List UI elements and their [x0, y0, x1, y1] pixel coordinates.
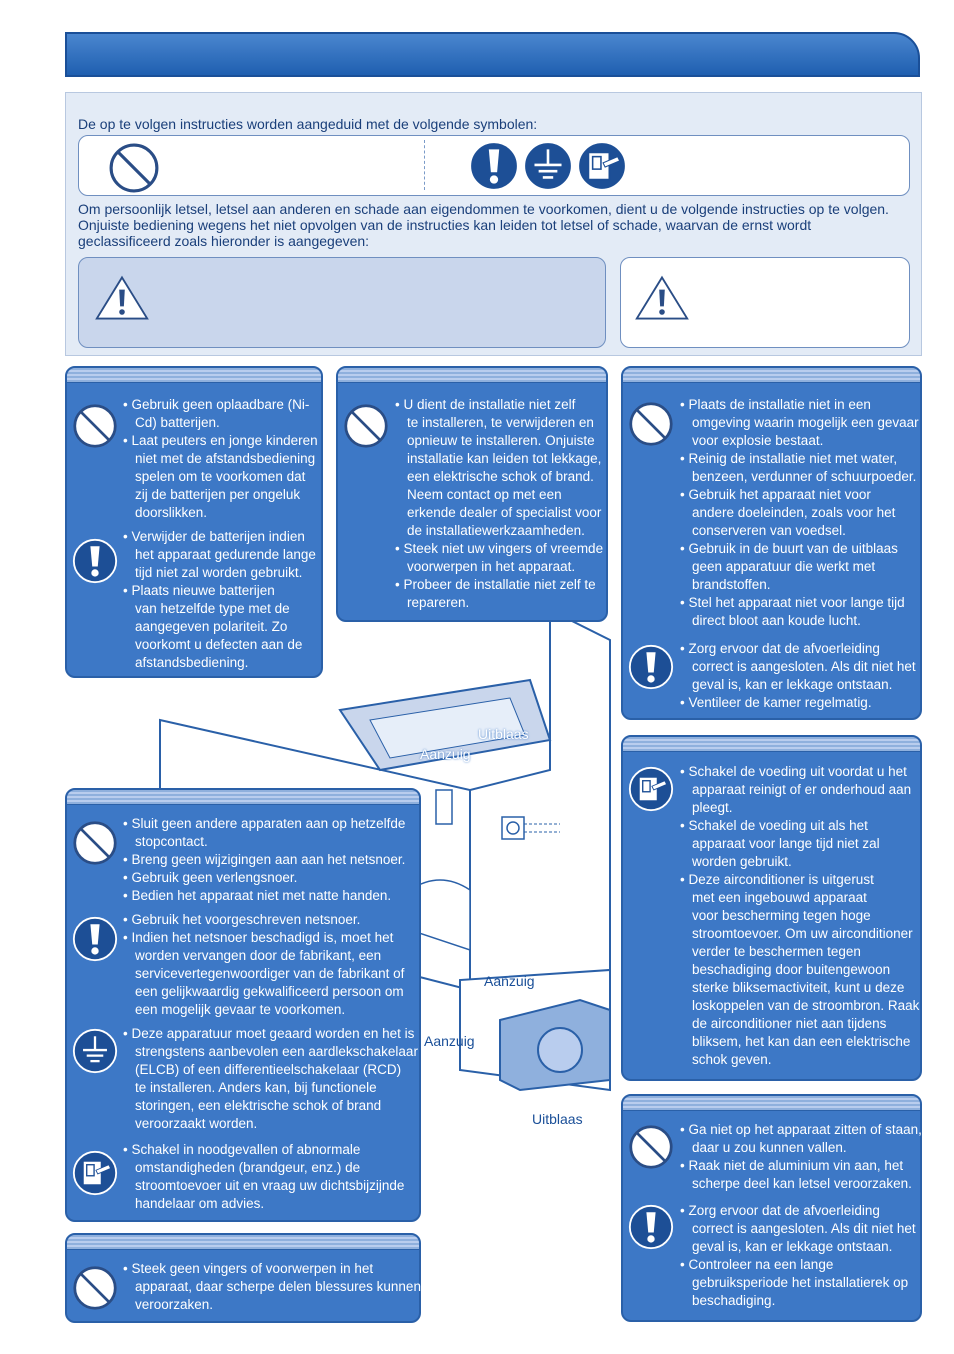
- remote-prohibit-text: [123, 396, 318, 522]
- line: apparaat voor lange tijd niet zal: [692, 836, 880, 851]
- must-icon: [72, 916, 118, 962]
- line: tijd niet zal worden gebruikt.: [135, 565, 303, 580]
- label-uitblaas-indoor: Uitblaas: [478, 726, 529, 742]
- line: strengstens aanbevolen een aardlekschakelaar: [135, 1044, 418, 1059]
- line: erkende dealer of specialist voor: [407, 505, 602, 520]
- installation-prohibit-text: [395, 396, 603, 612]
- switch-off-icon: [628, 766, 674, 812]
- line: • Sluit geen andere apparaten aan op hetzelfde: [123, 816, 406, 831]
- line: stroomtoevoer uit en vraag uw dichtsbijzijnde: [135, 1178, 405, 1193]
- line: veroorzaakt worden.: [135, 1116, 258, 1131]
- line: voorwerpen in het apparaat.: [407, 559, 576, 574]
- label-aanzuig-outdoor-top: Aanzuig: [484, 973, 535, 989]
- line: met een ingebouwd apparaat: [692, 890, 867, 905]
- line: brandstoffen.: [692, 577, 771, 592]
- must-icon: [468, 140, 520, 192]
- line: veroorzaken.: [135, 1297, 214, 1312]
- power-must-text: [123, 911, 404, 1019]
- line: (ELCB) of een differentieelschakelaar (RCD): [135, 1062, 402, 1077]
- warning-box: [78, 257, 606, 348]
- switch-off-icon: [576, 140, 628, 192]
- line: opnieuw te installeren. Onjuiste: [407, 433, 595, 448]
- line: verder te beschermen tegen: [692, 944, 861, 959]
- power-right-switch-text: [680, 763, 919, 1069]
- power-prohibit-text: [123, 815, 405, 905]
- line: repareren.: [407, 595, 470, 610]
- line: • Gebruik het apparaat niet voor: [680, 487, 871, 502]
- line: Cd) batterijen.: [135, 415, 220, 430]
- line: stopcontact.: [135, 834, 208, 849]
- line: • Deze airconditioner is uitgerust: [680, 872, 874, 887]
- line: te installeren, te verwijderen en: [407, 415, 594, 430]
- intro-paragraph-line-1: Om persoonlijk letsel, letsel aan anderen en schade aan eigendommen te voorkomen, dient u de volgende instructies op te volgen.: [78, 201, 889, 217]
- line: daar u zou kunnen vallen.: [692, 1140, 847, 1155]
- line: sterke bliksemactiviteit, kunt u deze: [692, 980, 905, 995]
- line: een elektrische schok of brand.: [407, 469, 594, 484]
- line: • Schakel de voeding uit voordat u het: [680, 764, 907, 779]
- line: correct is aangesloten. Als dit niet het: [692, 659, 916, 674]
- line: • Ga niet op het apparaat zitten of staan,: [680, 1122, 922, 1137]
- indoor-prohibit-text: [680, 396, 919, 630]
- label-aanzuig-outdoor-left: Aanzuig: [424, 1033, 475, 1049]
- outdoor-left-prohibit-text: [123, 1260, 421, 1314]
- prohibit-icon: [343, 403, 389, 449]
- power-ground-text: [123, 1025, 418, 1133]
- line: • Stel het apparaat niet voor lange tijd: [680, 595, 905, 610]
- line: stroomtoevoer. Om uw airconditioner: [692, 926, 913, 941]
- line: voor explosie bestaat.: [692, 433, 824, 448]
- line: te installeren. Anders kan, bij functionele: [135, 1080, 377, 1095]
- line: • Raak niet de aluminium vin aan, het: [680, 1158, 904, 1173]
- line: geval is, kan er lekkage ontstaan.: [692, 677, 893, 692]
- line: Neem contact op met een: [407, 487, 562, 502]
- line: zij de batterijen per ongeluk: [135, 487, 301, 502]
- title-bar: [65, 32, 920, 77]
- line: direct bloot aan koude lucht.: [692, 613, 861, 628]
- line: het apparaat gedurende lange: [135, 547, 316, 562]
- line: servicevertegenwoordiger van de fabrikant of: [135, 966, 405, 981]
- line: aangegeven polariteit. Zo: [135, 619, 288, 634]
- prohibit-icon: [72, 1265, 118, 1311]
- line: andere doeleinden, zoals voor het: [692, 505, 896, 520]
- line: • Gebruik geen verlengsnoer.: [123, 870, 298, 885]
- line: • Reinig de installatie niet met water,: [680, 451, 898, 466]
- line: doorslikken.: [135, 505, 208, 520]
- must-icon: [628, 1204, 674, 1250]
- line: beschadiging.: [692, 1293, 776, 1308]
- line: loskoppelen van de stroombron. Raak: [692, 998, 920, 1013]
- legend-separator: [424, 140, 425, 190]
- symbols-intro-text: De op te volgen instructies worden aangeduid met de volgende symbolen:: [78, 116, 538, 132]
- line: • Probeer de installatie niet zelf te: [395, 577, 596, 592]
- line: handelaar om advies.: [135, 1196, 265, 1211]
- line: gebruiksperiode het installatierek op: [692, 1275, 909, 1290]
- line: apparaat, daar scherpe delen blessures kunnen: [135, 1279, 421, 1294]
- line: omstandigheden (brandgeur, enz.) de: [135, 1160, 361, 1175]
- line: • Verwijder de batterijen indien: [123, 529, 305, 544]
- line: spelen om te voorkomen dat: [135, 469, 306, 484]
- line: installatie kan leiden tot lekkage,: [407, 451, 602, 466]
- indoor-must-text: [680, 640, 916, 712]
- outdoor-right-prohibit-text: [680, 1121, 922, 1193]
- line: • Zorg ervoor dat de afvoerleiding: [680, 1203, 880, 1218]
- line: • Deze apparatuur moet geaard worden en het is: [123, 1026, 415, 1041]
- line: apparaat reinigt of er onderhoud aan: [692, 782, 912, 797]
- line: afstandsbediening.: [135, 655, 249, 670]
- line: een gelijkwaardig gekwalificeerd persoon om: [135, 984, 404, 999]
- line: niet met de afstandsbediening: [135, 451, 316, 466]
- line: de installatiewerkzaamheden.: [407, 523, 585, 538]
- line: • Gebruik in de buurt van de uitblaas: [680, 541, 898, 556]
- line: van hetzelfde type met de: [135, 601, 290, 616]
- line: correct is aangesloten. Als dit niet het: [692, 1221, 916, 1236]
- prohibit-icon: [72, 820, 118, 866]
- label-uitblaas-outdoor: Uitblaas: [532, 1111, 583, 1127]
- line: worden vervangen door de fabrikant, een: [135, 948, 382, 963]
- line: • U dient de installatie niet zelf: [395, 397, 576, 412]
- line: bliksem, het kan dan een elektrische: [692, 1034, 911, 1049]
- must-icon: [628, 644, 674, 690]
- line: worden gebruikt.: [692, 854, 792, 869]
- line: • Steek niet uw vingers of vreemde: [395, 541, 604, 556]
- line: • Breng geen wijzigingen aan aan het netsnoer.: [123, 852, 406, 867]
- remote-must-text: [123, 528, 316, 672]
- line: voor bescherming tegen hoge: [692, 908, 871, 923]
- intro-paragraph-line-3: geclassificeerd zoals hieronder is aangegeven:: [78, 233, 370, 249]
- line: • Gebruik geen oplaadbare (Ni-: [123, 397, 310, 412]
- line: • Ventileer de kamer regelmatig.: [680, 695, 872, 710]
- prohibit-icon: [72, 403, 118, 449]
- power-switch-text: [123, 1141, 404, 1213]
- line: • Gebruik het voorgeschreven netsnoer.: [123, 912, 361, 927]
- prohibit-icon: [628, 1124, 674, 1170]
- line: geval is, kan er lekkage ontstaan.: [692, 1239, 893, 1254]
- line: • Schakel in noodgevallen of abnormale: [123, 1142, 361, 1157]
- line: conserveren van voedsel.: [692, 523, 846, 538]
- ground-icon: [72, 1028, 118, 1074]
- line: • Bedien het apparaat niet met natte handen.: [123, 888, 392, 903]
- line: • Schakel de voeding uit als het: [680, 818, 868, 833]
- line: omgeving waarin mogelijk een gevaar: [692, 415, 919, 430]
- label-aanzuig-indoor: Aanzuig: [420, 746, 471, 762]
- switch-off-icon: [72, 1150, 118, 1196]
- line: voorkomt u defecten aan de: [135, 637, 303, 652]
- prohibit-icon: [108, 142, 160, 194]
- line: beschadiging door buitengewoon: [692, 962, 891, 977]
- outdoor-right-must-text: [680, 1202, 916, 1310]
- ground-icon: [522, 140, 574, 192]
- line: • Zorg ervoor dat de afvoerleiding: [680, 641, 880, 656]
- line: pleegt.: [692, 800, 733, 815]
- line: • Indien het netsnoer beschadigd is, moet het: [123, 930, 394, 945]
- line: • Steek geen vingers of voorwerpen in het: [123, 1261, 374, 1276]
- line: scherpe deel kan letsel veroorzaken.: [692, 1176, 912, 1191]
- line: benzeen, verdunner of schuurpoeder.: [692, 469, 917, 484]
- line: de airconditioner niet aan tijdens: [692, 1016, 887, 1031]
- intro-paragraph-line-2: Onjuiste bediening wegens het niet opvolgen van de instructies kan leiden tot letsel of schade, waarvan de ernst wordt: [78, 217, 812, 233]
- line: • Laat peuters en jonge kinderen: [123, 433, 318, 448]
- line: • Controleer na een lange: [680, 1257, 834, 1272]
- line: • Plaats nieuwe batterijen: [123, 583, 275, 598]
- line: schok geven.: [692, 1052, 772, 1067]
- caution-triangle-icon: [634, 274, 690, 322]
- line: geen apparatuur die werkt met: [692, 559, 876, 574]
- line: een mogelijk gevaar te voorkomen.: [135, 1002, 346, 1017]
- line: • Plaats de installatie niet in een: [680, 397, 871, 412]
- must-icon: [72, 538, 118, 584]
- warning-triangle-icon: [94, 274, 150, 322]
- line: storingen, een elektrische schok of brand: [135, 1098, 382, 1113]
- prohibit-icon: [628, 401, 674, 447]
